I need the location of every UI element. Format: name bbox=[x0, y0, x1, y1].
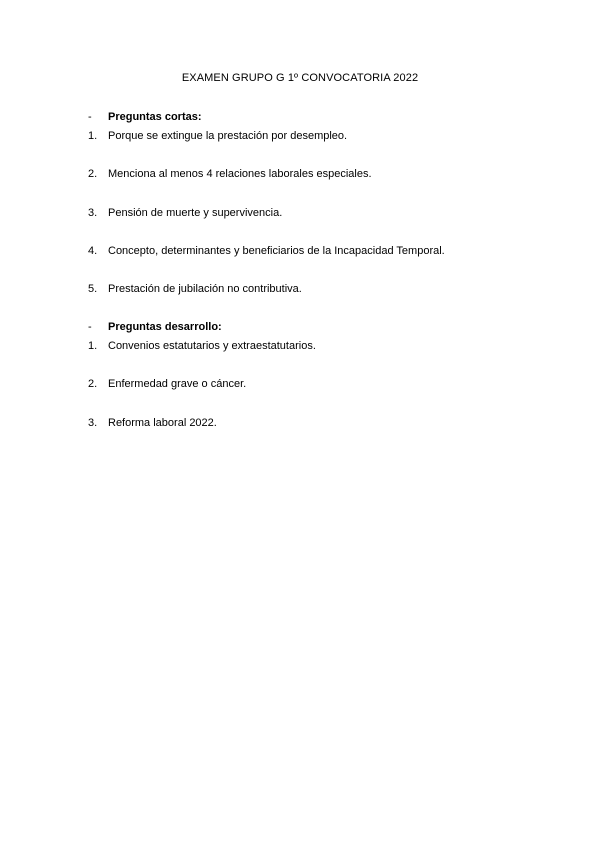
section-heading-long bbox=[88, 321, 222, 333]
list-item bbox=[88, 417, 217, 429]
list-item bbox=[88, 168, 372, 180]
section-marker: - bbox=[88, 321, 92, 333]
list-item bbox=[88, 378, 246, 390]
item-number: 5. bbox=[88, 283, 98, 295]
list-item bbox=[88, 340, 316, 352]
item-number: 1. bbox=[88, 340, 98, 352]
item-number: 3. bbox=[88, 207, 98, 219]
section-marker: - bbox=[88, 111, 92, 123]
list-item bbox=[88, 245, 445, 257]
document-title: EXAMEN GRUPO G 1º CONVOCATORIA 2022 bbox=[181, 72, 419, 84]
item-text: Convenios estatutarios y extraestatutarios. bbox=[108, 340, 316, 352]
section-heading-label: Preguntas desarrollo: bbox=[108, 321, 222, 333]
item-text: Prestación de jubilación no contributiva. bbox=[108, 283, 302, 295]
section-heading-label: Preguntas cortas: bbox=[108, 111, 202, 123]
item-text: Porque se extingue la prestación por desempleo. bbox=[108, 130, 348, 142]
item-text: Enfermedad grave o cáncer. bbox=[108, 378, 247, 390]
item-number: 1. bbox=[88, 130, 98, 142]
item-number: 4. bbox=[88, 245, 98, 257]
list-item bbox=[88, 283, 302, 295]
item-text: Concepto, determinantes y beneficiarios de la Incapacidad Temporal. bbox=[108, 245, 445, 257]
item-number: 2. bbox=[88, 168, 98, 180]
item-text: Pensión de muerte y supervivencia. bbox=[108, 207, 283, 219]
section-heading-short bbox=[88, 111, 202, 123]
item-text: Reforma laboral 2022. bbox=[108, 417, 217, 429]
list-item bbox=[88, 207, 282, 219]
item-text: Menciona al menos 4 relaciones laborales especiales. bbox=[108, 168, 372, 180]
item-number: 2. bbox=[88, 378, 98, 390]
list-item bbox=[88, 130, 347, 142]
item-number: 3. bbox=[88, 417, 98, 429]
